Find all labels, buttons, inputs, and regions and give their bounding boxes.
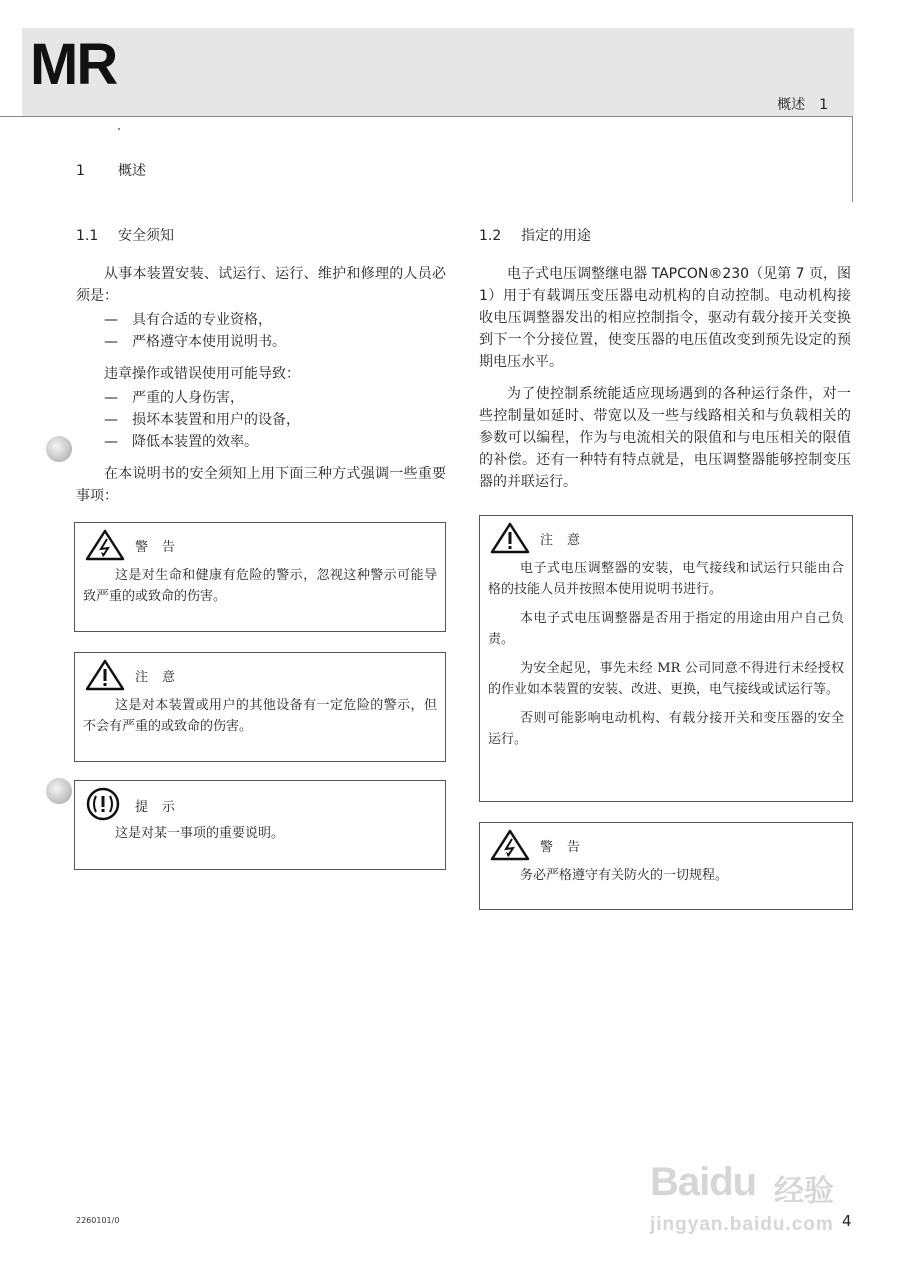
notice-text: 务必严格遵守有关防火的一切规程。 — [520, 868, 729, 883]
requirement-item: — 严格遵守本使用说明书。 — [104, 334, 286, 350]
high-voltage-warning-icon — [490, 829, 530, 868]
section-number: 1.1 — [76, 228, 99, 244]
page-number: 4 — [842, 1212, 852, 1230]
section-title: 指定的用途 — [521, 228, 591, 244]
notice-text: 本电子式电压调整器是否用于指定的用途由用户自己负责。 — [488, 611, 844, 647]
notice-title: 警告 — [540, 840, 595, 855]
notice-text: 电子式电压调整器的安装，电气接线和试运行只能由合格的技能人员并按照本使用说明书进行。 — [488, 561, 844, 597]
notice-title: 提示 — [135, 800, 190, 815]
chapter-number: 1 — [76, 163, 85, 179]
control-features-paragraph: 为了使控制系统能适应现场遇到的各种运行条件，对一些控制量如延时、带宽以及一些与线路相关和与负载相关的参数可以编程，作为与电流相关的限值和与电压相关的限值的补偿。还有一种特有特点就是，电压调整器能够控制变压器的并联运行。 — [479, 386, 851, 490]
exclamation-warning-icon — [490, 522, 530, 561]
chapter-heading — [76, 160, 146, 180]
document-code: 2260101/0 — [76, 1216, 120, 1225]
requirement-item: — 具有合适的专业资格， — [104, 312, 272, 328]
misuse-intro: 违章操作或错误使用可能导致： — [104, 366, 300, 382]
consequence-item: — 损坏本装置和用户的设备， — [104, 412, 300, 428]
binder-hole — [46, 436, 72, 462]
watermark-url: jingyan.baidu.com — [650, 1214, 834, 1235]
notice-text: 这是对本装置或用户的其他设备有一定危险的警示，但不会有严重的或致命的伤害。 — [83, 698, 437, 734]
binder-hole — [46, 778, 72, 804]
section-1-2-heading — [479, 225, 851, 247]
info-hint-icon — [85, 787, 121, 828]
notice-title: 注意 — [135, 670, 190, 685]
section-number: 1.2 — [479, 228, 502, 244]
notice-text: 否则可能影响电动机构、有载分接开关和变压器的安全运行。 — [488, 711, 844, 747]
header-chapter-label: 概述 1 — [777, 97, 828, 113]
hint-box — [74, 780, 446, 870]
left-column — [76, 225, 446, 517]
high-voltage-warning-icon — [85, 529, 125, 568]
watermark-brand: Baidu — [650, 1160, 757, 1204]
chapter-title: 概述 — [118, 163, 146, 179]
section-1-1-heading — [76, 225, 446, 247]
consequence-item: — 严重的人身伤害， — [104, 390, 244, 406]
section-title: 安全须知 — [118, 228, 174, 244]
ink-dot — [118, 128, 120, 130]
exclamation-warning-icon — [85, 659, 125, 698]
header-band — [22, 28, 854, 116]
baidu-watermark — [650, 1152, 870, 1252]
right-column — [479, 225, 851, 503]
consequence-item: — 降低本装置的效率。 — [104, 434, 258, 450]
notice-text: 这是对生命和健康有危险的警示，忽视这种警示可能导致严重的或致命的伤害。 — [83, 568, 437, 604]
header-rule — [0, 116, 852, 117]
notice-title: 注意 — [540, 533, 595, 548]
notice-title: 警告 — [135, 540, 190, 555]
notice-text: 为安全起见，事先未经 MR 公司同意不得进行未经授权的作业如本装置的安装、改进、更换，电气接线或试运行等。 — [488, 661, 844, 697]
mr-logo: MR — [30, 32, 117, 97]
watermark-brand-cn: 经验 — [774, 1175, 834, 1208]
caution-box — [74, 652, 446, 762]
caution-box — [479, 515, 853, 802]
intended-use-paragraph: 电子式电压调整继电器 TAPCON®230（见第 7 页，图 1）用于有载调压变压器电动机构的自动控制。电动机构接收电压调整器发出的相应控制指令，驱动有载分接开关变换到下一个分接位置，使变压器的电压值改变到预先设定的预期电压水平。 — [479, 266, 851, 370]
warning-box — [74, 522, 446, 632]
emphasis-intro: 在本说明书的安全须知上用下面三种方式强调一些重要事项： — [76, 466, 446, 504]
header-vertical-rule — [852, 116, 853, 202]
notice-text: 这是对某一事项的重要说明。 — [115, 826, 285, 841]
warning-box — [479, 822, 853, 910]
personnel-intro: 从事本装置安装、试运行、运行、维护和修理的人员必须是： — [76, 266, 446, 304]
